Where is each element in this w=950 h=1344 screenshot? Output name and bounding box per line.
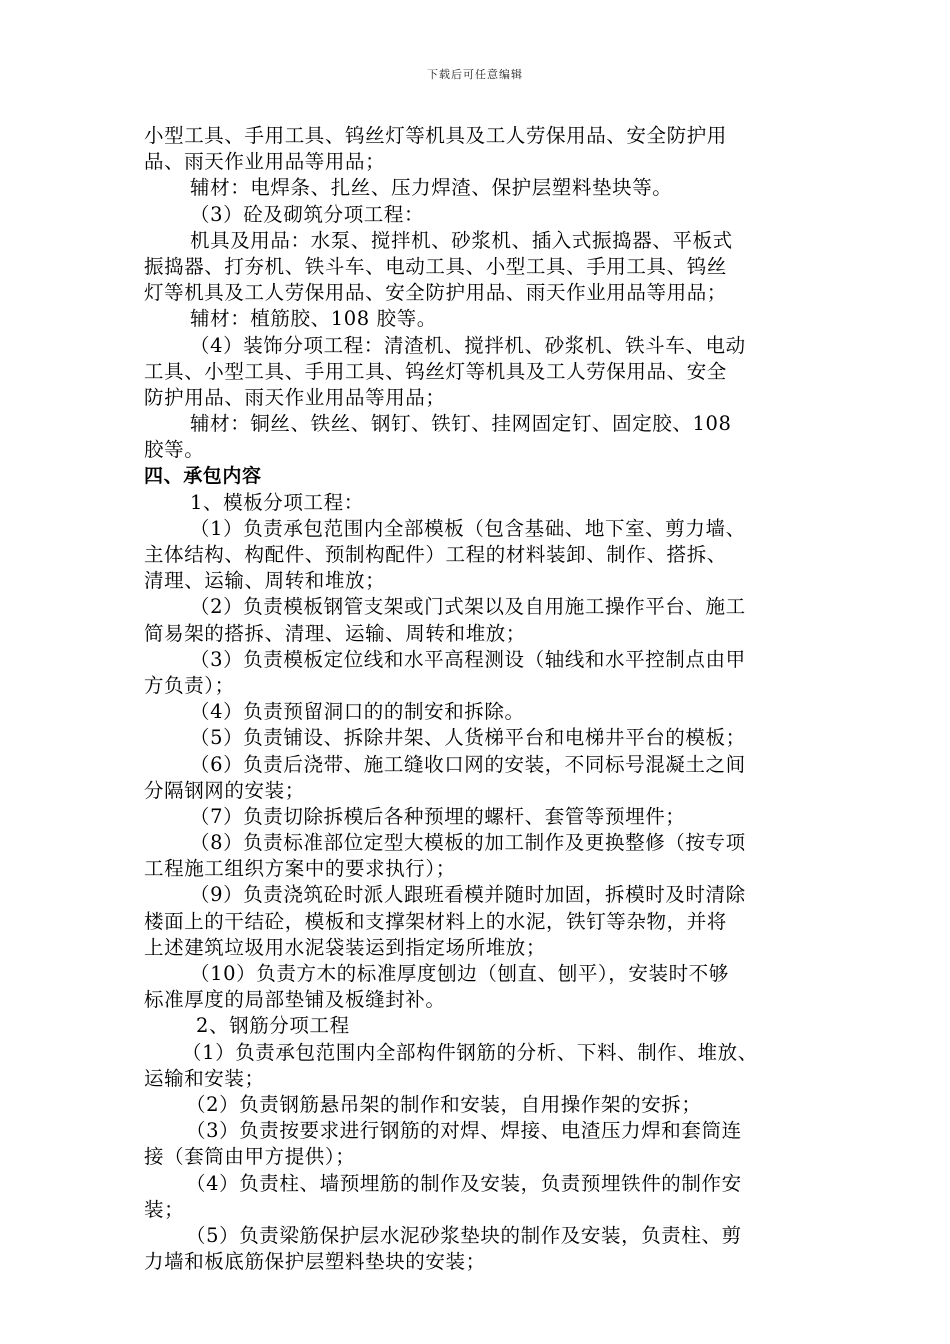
text-line: 上述建筑垃圾用水泥袋装运到指定场所堆放； (144, 935, 547, 959)
text-line: 接（套筒由甲方提供）； (144, 1145, 356, 1169)
text-line: 胶等。 (144, 438, 205, 462)
text-line: 2、钢筋分项工程 (196, 1014, 350, 1038)
text-line: 主体结构、构配件、预制构配件）工程的材料装卸、制作、搭拆、 (144, 543, 727, 566)
text-line: （6）负责后浇带、施工缝收口网的安装，不同标号混凝土之间 (190, 752, 746, 776)
document-body (144, 123, 834, 1275)
text-line: （5）负责梁筋保护层水泥砂浆垫块的制作及安装，负责柱、剪 (186, 1223, 742, 1247)
text-line: 机具及用品：水泵、搅拌机、砂浆机、插入式振捣器、平板式 (190, 228, 733, 252)
text-line: （7）负责切除拆模后各种预埋的螺杆、套管等预埋件； (190, 804, 686, 828)
text-line: （1）负责承包范围内全部模板（包含基础、地下室、剪力墙、 (190, 516, 746, 540)
text-line: 辅材：铜丝、铁丝、钢钉、铁钉、挂网固定钉、固定胶、108 (190, 412, 732, 436)
text-line: （10）负责方木的标准厚度刨边（刨直、刨平），安装时不够 (190, 962, 729, 985)
text-line: 工具、小型工具、手用工具、钨丝灯等机具及工人劳保用品、安全 (144, 359, 727, 383)
text-line: （8）负责标准部位定型大模板的加工制作及更换整修（按专项 (190, 831, 746, 855)
text-line: 分隔钢网的安装； (144, 778, 305, 802)
text-line: 品、雨天作业用品等用品； (144, 150, 386, 174)
text-line: 简易架的搭拆、清理、运输、周转和堆放； (144, 621, 526, 645)
text-line: （1）负责承包范围内全部构件钢筋的分析、下料、制作、堆放、 (182, 1040, 758, 1064)
text-line: （4）负责柱、墙预埋筋的制作及安装，负责预埋铁件的制作安 (186, 1171, 742, 1195)
text-line: 振捣器、打夯机、铁斗车、电动工具、小型工具、手用工具、钨丝 (144, 254, 727, 278)
text-line: 工程施工组织方案中的要求执行）； (144, 857, 456, 881)
text-line: （2）负责钢筋悬吊架的制作和安装，自用操作架的安拆； (186, 1092, 702, 1116)
text-line: 辅材：电焊条、扎丝、压力焊渣、保护层塑料垫块等。 (190, 176, 673, 200)
text-line: 灯等机具及工人劳保用品、安全防护用品、雨天作业用品等用品； (144, 281, 727, 305)
text-line: 方负责）； (144, 673, 235, 697)
text-line: 小型工具、手用工具、钨丝灯等机具及工人劳保用品、安全防护用 (144, 124, 727, 147)
section-heading: 四、承包内容 (144, 465, 262, 488)
text-line: 防护用品、雨天作业用品等用品； (144, 385, 446, 409)
text-line: （4）负责预留洞口的的制安和拆除。 (190, 700, 525, 724)
text-line: 楼面上的干结砼，模板和支撑架材料上的水泥，铁钉等杂物，并将 (144, 909, 727, 933)
text-line: 运输和安装； (144, 1066, 265, 1090)
text-line: （9）负责浇筑砼时派人跟班看模并随时加固，拆模时及时清除 (190, 883, 746, 907)
text-line: 装； (144, 1197, 185, 1221)
text-line: 1、模板分项工程： (190, 490, 364, 514)
text-line: （2）负责模板钢管支架或门式架以及自用施工操作平台、施工 (190, 595, 746, 619)
text-line: （3）砼及砌筑分项工程： (190, 202, 425, 226)
text-line: （4）装饰分项工程：清渣机、搅拌机、砂浆机、铁斗车、电动 (190, 333, 746, 357)
text-line: 标准厚度的局部垫铺及板缝封补。 (144, 988, 446, 1012)
page-header: 下载后可任意编辑 (427, 68, 523, 81)
text-line: （3）负责按要求进行钢筋的对焊、焊接、电渣压力焊和套筒连 (186, 1119, 742, 1143)
text-line: （3）负责模板定位线和水平高程测设（轴线和水平控制点由甲 (190, 647, 746, 671)
text-line: 辅材：植筋胶、108 胶等。 (190, 307, 437, 331)
text-line: （5）负责铺设、拆除井架、人货梯平台和电梯井平台的模板； (190, 726, 746, 750)
text-line: 清理、运输、周转和堆放； (144, 569, 386, 593)
text-line: 力墙和板底筋保护层塑料垫块的安装； (144, 1250, 486, 1274)
